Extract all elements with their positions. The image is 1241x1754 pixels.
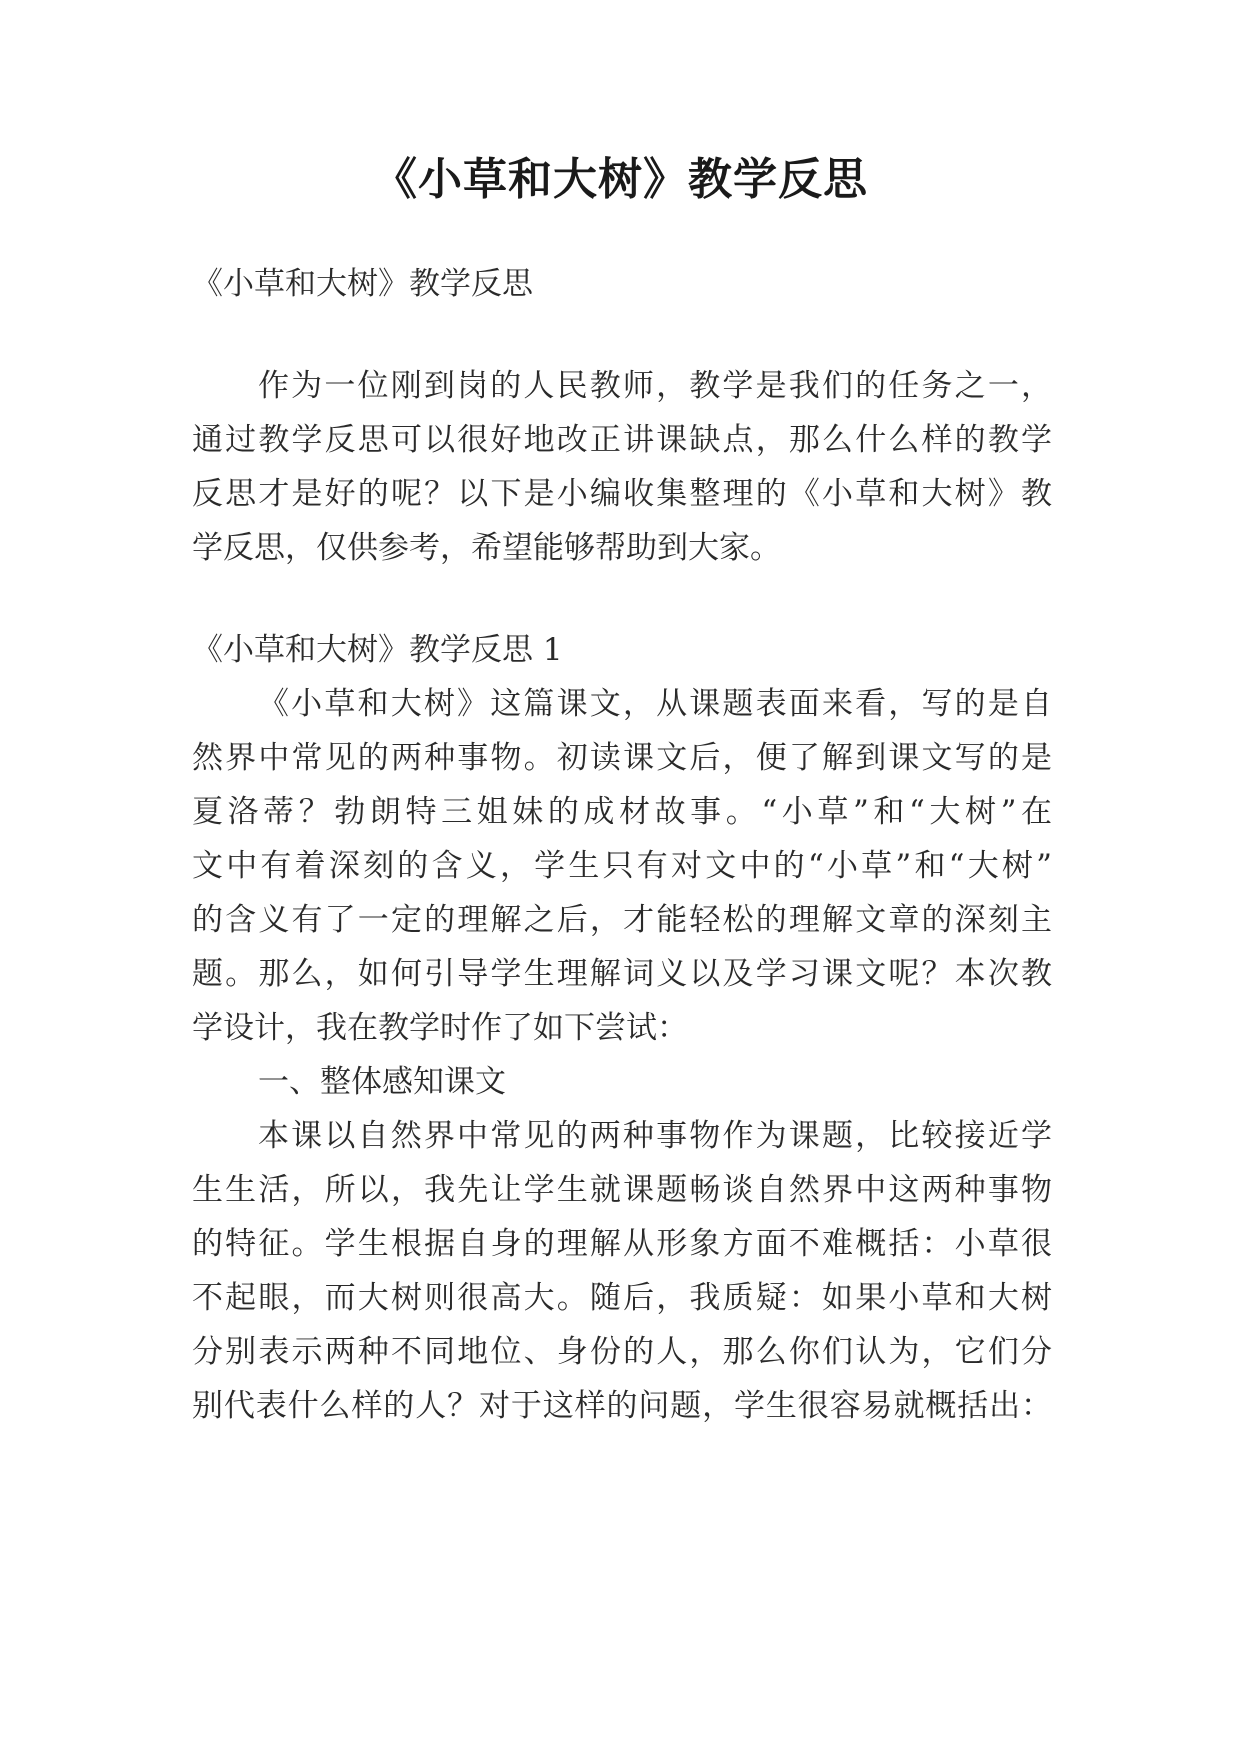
body-line: 别代表什么样的人？对于这样的问题，学生很容易就概括出： [192, 1388, 1052, 1424]
body-line: 本课以自然界中常见的两种事物作为课题，比较接近学 [258, 1118, 1052, 1154]
section-heading: 《小草和大树》教学反思 1 [192, 632, 563, 668]
body-line: 学设计，我在教学时作了如下尝试： [192, 1010, 688, 1046]
body-line: 《小草和大树》这篇课文，从课题表面来看，写的是自 [258, 686, 1052, 722]
body-line: 生生活，所以，我先让学生就课题畅谈自然界中这两种事物 [192, 1172, 1052, 1208]
body-line: 夏洛蒂？勃朗特三姐妹的成材故事。“小草”和“大树”在 [192, 794, 1052, 830]
body-line: 然界中常见的两种事物。初读课文后，便了解到课文写的是 [192, 740, 1052, 776]
intro-line: 通过教学反思可以很好地改正讲课缺点，那么什么样的教学 [192, 422, 1052, 458]
body-line: 分别表示两种不同地位、身份的人，那么你们认为，它们分 [192, 1334, 1052, 1370]
intro-line: 作为一位刚到岗的人民教师，教学是我们的任务之一， [258, 368, 1052, 404]
body-line: 题。那么，如何引导学生理解词义以及学习课文呢？本次教 [192, 956, 1052, 992]
document-subtitle: 《小草和大树》教学反思 [192, 266, 533, 302]
body-line: 的特征。学生根据自身的理解从形象方面不难概括：小草很 [192, 1226, 1052, 1262]
body-line: 的含义有了一定的理解之后，才能轻松的理解文章的深刻主 [192, 902, 1052, 938]
intro-line: 反思才是好的呢？以下是小编收集整理的《小草和大树》教 [192, 476, 1052, 512]
subsection-heading: 一、整体感知课文 [258, 1064, 506, 1100]
intro-line: 学反思，仅供参考，希望能够帮助到大家。 [192, 530, 781, 566]
body-line: 不起眼，而大树则很高大。随后，我质疑：如果小草和大树 [192, 1280, 1052, 1316]
body-line: 文中有着深刻的含义，学生只有对文中的“小草”和“大树” [192, 848, 1052, 884]
document-title: 《小草和大树》教学反思 [373, 154, 868, 205]
